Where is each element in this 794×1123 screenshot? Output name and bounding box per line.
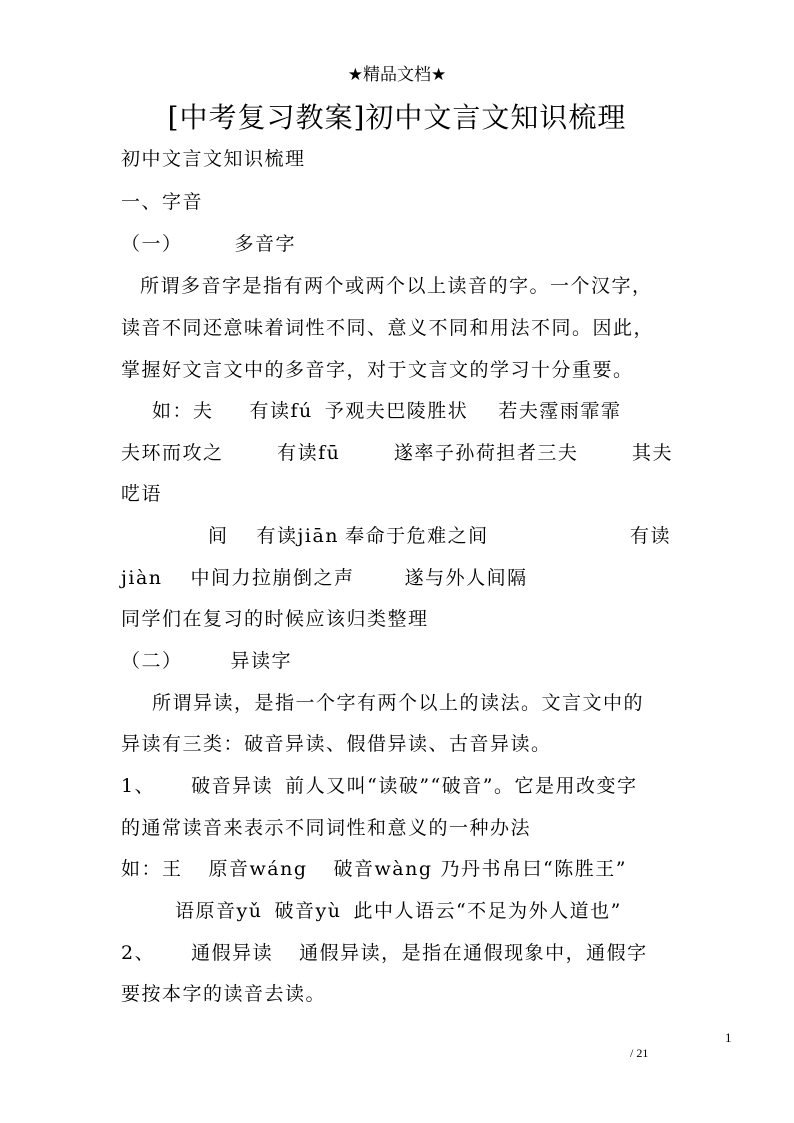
subtitle-line: 初中文言文知识梳理 xyxy=(121,148,306,170)
example-reading: 原音wáng xyxy=(208,858,308,880)
paragraph-line: 所谓异读，是指一个字有两个以上的读法。文言文中的 xyxy=(152,692,645,714)
list-term: 通假异读 xyxy=(191,942,274,964)
example-quote: 予观夫巴陵胜状 xyxy=(324,400,469,422)
example-line xyxy=(121,856,627,882)
document-title: [中考复习教案]初中文言文知识梳理 xyxy=(167,101,627,134)
subsection-number: （二） xyxy=(121,650,183,672)
example-line xyxy=(175,898,622,924)
subsection-title: 异读字 xyxy=(230,650,293,672)
example-reading-label: 有读 xyxy=(630,525,672,547)
paragraph-line: 所谓多音字是指有两个或两个以上读音的字。一个汉字， xyxy=(140,275,653,297)
section-heading: 一、字音 xyxy=(121,191,204,213)
paragraph-line: 要按本字的读音去读。 xyxy=(121,983,327,1005)
note-line: 同学们在复习的时候应该归类整理 xyxy=(121,608,429,630)
subsection-number: （一） xyxy=(121,233,183,255)
example-line xyxy=(121,565,528,591)
list-term: 破音异读 xyxy=(191,775,274,797)
example-quote: 此中人语云“不足为外人道也” xyxy=(353,900,622,922)
example-line: 呓语 xyxy=(121,483,163,505)
list-description: 前人又叫“读破”“破音”。它是用改变字 xyxy=(285,775,638,797)
example-reading: 有读fū xyxy=(277,442,341,464)
subsection-heading-1 xyxy=(121,231,296,257)
header-mark: ★精品文档★ xyxy=(347,65,447,85)
list-number: 2、 xyxy=(121,942,156,964)
example-word: 间 xyxy=(208,525,229,547)
example-line xyxy=(152,398,621,424)
example-quote: 夫环而攻之 xyxy=(121,442,224,464)
list-number: 1、 xyxy=(121,775,156,797)
example-word: 如：夫 xyxy=(152,400,214,422)
subsection-title: 多音字 xyxy=(234,233,297,255)
example-line xyxy=(208,523,489,549)
list-item-2 xyxy=(121,940,648,966)
example-reading: 语原音yǔ xyxy=(175,900,263,922)
example-quote: 遂与外人间隔 xyxy=(404,567,528,589)
example-reading: 有读jiān xyxy=(256,525,340,547)
paragraph-line: 异读有三类：破音异读、假借异读、古音异读。 xyxy=(121,733,552,755)
paragraph-line: 掌握好文言文中的多音字，对于文言文的学习十分重要。 xyxy=(121,359,634,381)
example-quote: 其夫 xyxy=(631,442,673,464)
example-word: 如：王 xyxy=(121,858,183,880)
example-reading: 有读fú xyxy=(249,400,313,422)
paragraph-line: 的通常读音来表示不同词性和意义的一种办法 xyxy=(121,817,532,839)
example-quote: 奉命于危难之间 xyxy=(345,525,489,547)
example-reading: jiàn xyxy=(121,567,163,589)
example-reading: 破音wàng xyxy=(333,858,433,880)
example-line xyxy=(121,440,673,466)
example-quote: 若夫霪雨霏霏 xyxy=(498,400,622,422)
list-description: 通假异读，是指在通假现象中，通假字 xyxy=(299,942,648,964)
list-item-1 xyxy=(121,773,637,799)
subsection-heading-2 xyxy=(121,648,292,674)
paragraph-line: 读音不同还意味着词性不同、意义不同和用法不同。因此， xyxy=(121,317,655,339)
page-total: / 21 xyxy=(630,1046,649,1060)
page-number: 1 xyxy=(725,1030,732,1045)
example-quote: 乃丹书帛曰“陈胜王” xyxy=(440,858,627,880)
example-quote: 遂率子孙荷担者三夫 xyxy=(393,442,579,464)
example-reading: 破音yù xyxy=(274,900,342,922)
example-quote: 中间力拉崩倒之声 xyxy=(190,567,355,589)
